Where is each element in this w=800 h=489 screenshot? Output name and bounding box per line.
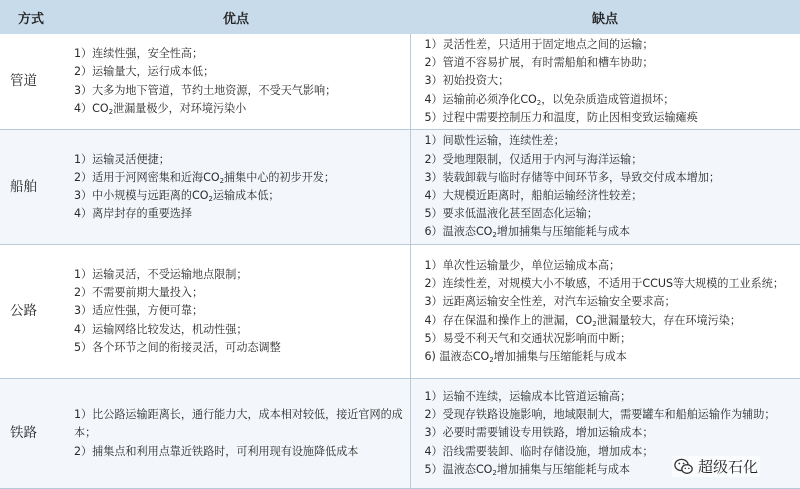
pros-item: 4）运输网络比较发达，机动性强； bbox=[74, 322, 248, 336]
pros-item: 3）中小规模与远距离的$CO_2$运输成本低； bbox=[74, 189, 280, 204]
pros-item: 3）适应性强，方便可靠； bbox=[74, 304, 204, 318]
cons-item: 6）温液态$CO_2$增加捕集与压缩能耗与成本 bbox=[424, 225, 631, 240]
row-road bbox=[0, 245, 800, 379]
cons-item: 4）大规模近距离时，船舶运输经济性较差； bbox=[424, 189, 643, 203]
cons-item: 2）连续性差，对规模大小不敏感，不适用于CCUS等大规模的工业系统； bbox=[424, 277, 784, 291]
header-cons: 缺点 bbox=[410, 0, 800, 34]
mode-cell: 管道 bbox=[10, 73, 37, 90]
pros-item: $4)CO_2$泄漏量极少，对环境污染小 bbox=[74, 101, 247, 116]
mode-cell: 公路 bbox=[10, 303, 37, 320]
pros-item: 1）比公路运输距离长，通行能力大，成本相对较低，接近官网的成本； bbox=[74, 408, 403, 440]
mode-cell: 铁路 bbox=[0, 379, 62, 489]
cons-item: 1）间歇性运输，连续性差； bbox=[424, 134, 565, 148]
cons-item: 4）运输前必须净化$CO_2$，以免杂质造成管道损坏； bbox=[424, 92, 675, 107]
cons-item: 1）运输不连续，运输成本比管道运输高； bbox=[424, 390, 632, 403]
row-pipeline bbox=[0, 34, 800, 130]
cons-item: 4）存在保温和操作上的泄漏，$CO_2$泄漏量较大，存在环境污染； bbox=[424, 313, 741, 328]
cons-item: 3）装载卸载与临时存储等中间环节多，导致交付成本增加； bbox=[424, 170, 720, 184]
pros-item: 1）运输灵活，不受运输地点限制； bbox=[74, 268, 248, 281]
cons-cell bbox=[410, 130, 800, 245]
cons-item: 5）要求低温液化甚至固态化运输； bbox=[424, 207, 598, 221]
cons-item: 6) 温液态$CO_2$增加捕集与压缩能耗与成本 bbox=[424, 349, 627, 364]
pros-item: 2）捕集点和利用点靠近铁路时，可利用现有设施降低成本 bbox=[74, 444, 359, 458]
mode-cell: 船舶 bbox=[0, 130, 62, 245]
header-pros: 优点 bbox=[62, 0, 410, 34]
cons-item: 3）远距离运输安全性差，对汽车运输安全要求高； bbox=[424, 295, 676, 309]
header-row bbox=[0, 0, 800, 34]
pros-item: 1）运输灵活便捷； bbox=[74, 152, 170, 166]
pros-item: 5）各个环节之间的衔接灵活，可动态调整 bbox=[74, 340, 281, 354]
header-mode: 方式 bbox=[0, 0, 62, 34]
watermark bbox=[672, 456, 760, 477]
pros-cell bbox=[62, 245, 410, 379]
cons-item: 4）沿线需要装卸、临时存储设施，增加成本； bbox=[424, 444, 654, 458]
cons-item: 1）灵活性差，只适用于固定地点之间的运输； bbox=[424, 38, 654, 51]
pros-item: 2）不需要前期大量投入； bbox=[74, 286, 204, 300]
cons-item: 5）过程中需要控制压力和温度，防止因相变致运输瘫痪 bbox=[424, 110, 698, 124]
pros-cell bbox=[62, 34, 410, 130]
cons-item: 2）受地理限制，仅适用于内河与海洋运输； bbox=[424, 152, 643, 166]
cons-item: 2）管道不容易扩展，有时需船舶和槽车协助； bbox=[424, 56, 654, 70]
cons-cell bbox=[410, 245, 800, 379]
pros-item: 2）适用于河网密集和近海$CO_2$捕集中心的初步开发； bbox=[74, 170, 335, 185]
wechat-icon bbox=[674, 458, 694, 475]
cons-item: 5）温液态$CO_2$增加捕集与压缩能耗与成本 bbox=[424, 462, 631, 477]
cons-item: 5）易受不利天气和交通状况影响而中断； bbox=[424, 331, 632, 345]
pros-cell bbox=[62, 379, 410, 489]
pros-item: 3）大多为地下管道，节约土地资源，不受天气影响； bbox=[74, 83, 337, 97]
pros-cell bbox=[62, 130, 410, 245]
cons-item: 3）必要时需要铺设专用铁路，增加运输成本； bbox=[424, 426, 654, 440]
cons-cell bbox=[410, 34, 800, 130]
watermark-text: 超级石化 bbox=[698, 458, 759, 476]
row-ship bbox=[0, 130, 800, 245]
pros-item: 2）运输量大，运行成本低； bbox=[74, 65, 215, 79]
pros-item: 1）连续性强，安全性高； bbox=[74, 47, 204, 61]
cons-item: 1）单次性运输量少，单位运输成本高； bbox=[424, 258, 621, 272]
pros-item: 4）离岸封存的重要选择 bbox=[74, 207, 192, 221]
cons-item: 3）初始投资大； bbox=[424, 74, 510, 88]
cons-item: 2）受现存铁路设施影响，地域限制大，需要罐车和船舶运输作为辅助； bbox=[424, 408, 776, 422]
